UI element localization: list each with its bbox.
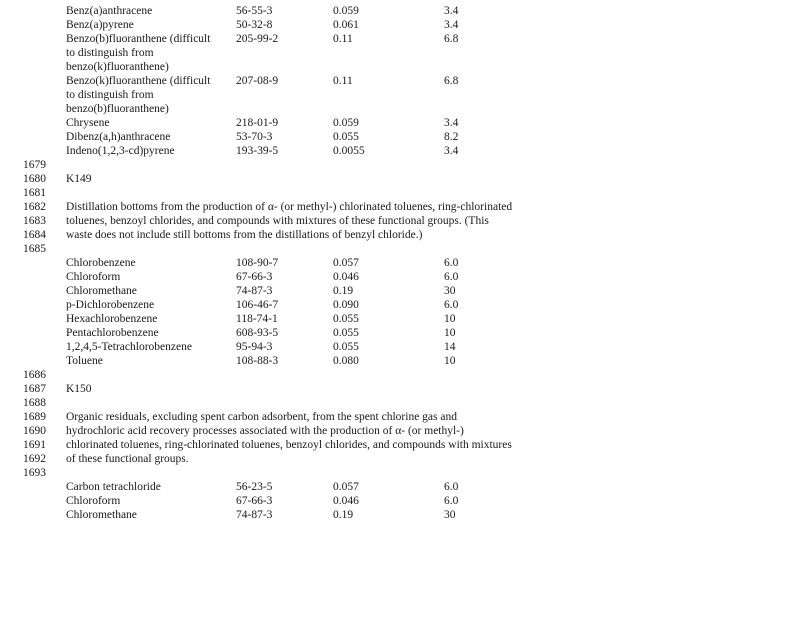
table-row: [0, 340, 800, 354]
nonwastewater-conc: 3.4: [444, 117, 459, 129]
constituent-name: Carbon tetrachloride: [66, 481, 161, 493]
wastewater-conc: 0.057: [333, 257, 359, 269]
wastewater-conc: 0.055: [333, 131, 359, 143]
table-row: [0, 144, 800, 158]
constituent-name: 1,2,4,5-Tetrachlorobenzene: [66, 341, 192, 353]
cas-number: 108-88-3: [236, 355, 279, 367]
wastewater-conc: 0.046: [333, 495, 359, 507]
table-row: [0, 270, 800, 284]
nonwastewater-conc: 3.4: [444, 145, 459, 157]
wastewater-conc: 0.090: [333, 299, 359, 311]
nonwastewater-conc: 10: [444, 313, 456, 325]
nonwastewater-conc: 3.4: [444, 19, 459, 31]
nonwastewater-conc: 6.8: [444, 33, 459, 45]
cas-number: 106-46-7: [236, 299, 279, 311]
table-row-continuation: [0, 102, 800, 116]
k150-description-line: chlorinated toluenes, ring-chlorinated toluenes, benzoyl chlorides, and compounds with mixtures: [66, 439, 512, 451]
table-row: [0, 32, 800, 46]
nonwastewater-conc: 6.0: [444, 495, 459, 507]
wastewater-conc: 0.080: [333, 355, 359, 367]
k150-description-line: hydrochloric acid recovery processes associated with the production of α- (or methyl-): [66, 425, 464, 437]
cas-number: 74-87-3: [236, 285, 273, 297]
nonwastewater-conc: 6.0: [444, 257, 459, 269]
nonwastewater-conc: 6.8: [444, 75, 459, 87]
cas-number: 95-94-3: [236, 341, 273, 353]
table-row: [0, 284, 800, 298]
constituent-name: Benz(a)anthracene: [66, 5, 153, 17]
constituent-name: Chrysene: [66, 117, 110, 129]
line-number: 1687: [23, 383, 46, 395]
cas-number: 608-93-5: [236, 327, 279, 339]
nonwastewater-conc: 30: [444, 509, 456, 521]
nonwastewater-conc: 6.0: [444, 299, 459, 311]
constituent-name: Indeno(1,2,3-cd)pyrene: [66, 145, 175, 157]
nonwastewater-conc: 6.0: [444, 481, 459, 493]
wastewater-conc: 0.0055: [333, 145, 365, 157]
table-row-continuation: [0, 60, 800, 74]
cas-number: 193-39-5: [236, 145, 279, 157]
line-number: 1680: [23, 173, 46, 185]
cas-number: 74-87-3: [236, 509, 273, 521]
table-row: [0, 74, 800, 88]
table-row: [0, 130, 800, 144]
constituent-name: Chloroform: [66, 495, 121, 507]
line-number: 1679: [23, 159, 46, 171]
constituent-name: p-Dichlorobenzene: [66, 299, 155, 311]
table-row: [0, 354, 800, 368]
constituent-name: Chloromethane: [66, 285, 137, 297]
constituent-name: Chlorobenzene: [66, 257, 136, 269]
constituent-name: Hexachlorobenzene: [66, 313, 158, 325]
nonwastewater-conc: 14: [444, 341, 456, 353]
constituent-name-cont: to distinguish from: [66, 89, 154, 101]
wastewater-conc: 0.055: [333, 313, 359, 325]
line-number: 1682: [23, 201, 46, 213]
k150-description-line: Organic residuals, excluding spent carbon adsorbent, from the spent chlorine gas and: [66, 411, 457, 423]
table-row: [0, 298, 800, 312]
line-number: 1692: [23, 453, 46, 465]
constituent-name: Pentachlorobenzene: [66, 327, 159, 339]
k150-description-line: of these functional groups.: [66, 453, 189, 465]
line-number: 1686: [23, 369, 46, 381]
nonwastewater-conc: 30: [444, 285, 456, 297]
constituent-name: Benzo(k)fluoranthene (difficult: [66, 75, 211, 87]
cas-number: 53-70-3: [236, 131, 273, 143]
table-row: [0, 4, 800, 18]
waste-code-k150: K150: [66, 383, 92, 395]
constituent-name-cont: to distinguish from: [66, 47, 154, 59]
wastewater-conc: 0.055: [333, 341, 359, 353]
constituent-name-cont: benzo(k)fluoranthene): [66, 61, 169, 73]
wastewater-conc: 0.059: [333, 117, 359, 129]
cas-number: 67-66-3: [236, 271, 273, 283]
nonwastewater-conc: 6.0: [444, 271, 459, 283]
wastewater-conc: 0.11: [333, 75, 353, 87]
k149-description-line: toluenes, benzoyl chlorides, and compounds with mixtures of these functional groups. (This: [66, 215, 489, 227]
table-row: [0, 312, 800, 326]
constituent-name: Dibenz(a,h)anthracene: [66, 131, 171, 143]
waste-code-k149: K149: [66, 173, 92, 185]
cas-number: 118-74-1: [236, 313, 278, 325]
cas-number: 207-08-9: [236, 75, 279, 87]
nonwastewater-conc: 10: [444, 327, 456, 339]
cas-number: 108-90-7: [236, 257, 279, 269]
line-number: 1685: [23, 243, 46, 255]
wastewater-conc: 0.061: [333, 19, 359, 31]
nonwastewater-conc: 8.2: [444, 131, 459, 143]
cas-number: 67-66-3: [236, 495, 273, 507]
wastewater-conc: 0.046: [333, 271, 359, 283]
cas-number: 50-32-8: [236, 19, 273, 31]
table-row-continuation: [0, 88, 800, 102]
line-number: 1690: [23, 425, 46, 437]
wastewater-conc: 0.11: [333, 33, 353, 45]
table-row: [0, 18, 800, 32]
cas-number: 205-99-2: [236, 33, 279, 45]
wastewater-conc: 0.059: [333, 5, 359, 17]
table-row: [0, 508, 800, 522]
line-number: 1688: [23, 397, 46, 409]
table-row: [0, 494, 800, 508]
line-number: 1683: [23, 215, 46, 227]
constituent-name: Chloroform: [66, 271, 121, 283]
cas-number: 218-01-9: [236, 117, 279, 129]
wastewater-conc: 0.19: [333, 285, 354, 297]
constituent-name: Benzo(b)fluoranthene (difficult: [66, 33, 211, 45]
constituent-name-cont: benzo(b)fluoranthene): [66, 103, 169, 115]
table-row: [0, 326, 800, 340]
line-number: 1684: [23, 229, 46, 241]
line-number: 1681: [23, 187, 46, 199]
wastewater-conc: 0.057: [333, 481, 359, 493]
line-number: 1693: [23, 467, 46, 479]
table-row: [0, 256, 800, 270]
nonwastewater-conc: 3.4: [444, 5, 459, 17]
nonwastewater-conc: 10: [444, 355, 456, 367]
constituent-name: Benz(a)pyrene: [66, 19, 134, 31]
table-row-continuation: [0, 46, 800, 60]
k149-description-line: waste does not include still bottoms from the distillations of benzyl chloride.): [66, 229, 423, 241]
constituent-name: Toluene: [66, 355, 103, 367]
wastewater-conc: 0.055: [333, 327, 359, 339]
line-number: 1689: [23, 411, 46, 423]
wastewater-conc: 0.19: [333, 509, 354, 521]
cas-number: 56-55-3: [236, 5, 273, 17]
k149-description-line: Distillation bottoms from the production of α- (or methyl-) chlorinated toluenes, ring-chlorinated: [66, 201, 513, 213]
table-row: [0, 480, 800, 494]
line-number: 1691: [23, 439, 46, 451]
table-row: [0, 116, 800, 130]
cas-number: 56-23-5: [236, 481, 273, 493]
constituent-name: Chloromethane: [66, 509, 137, 521]
